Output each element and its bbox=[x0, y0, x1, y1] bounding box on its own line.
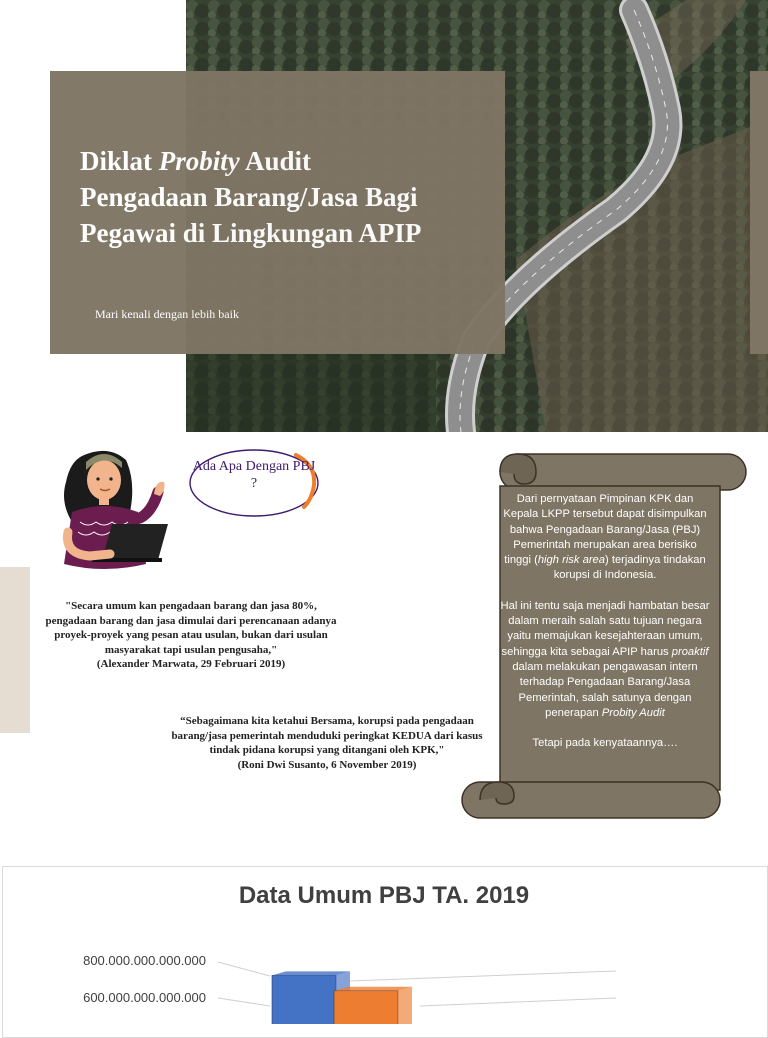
chart-slide bbox=[0, 864, 768, 1024]
quote-marwata bbox=[40, 599, 342, 672]
gridline bbox=[350, 971, 616, 981]
y-tick-label: 800.000.000.000.000 bbox=[83, 953, 206, 968]
chart-title: Data Umum PBJ TA. 2019 bbox=[238, 882, 530, 909]
woman-with-laptop-illustration bbox=[50, 442, 180, 582]
bar-chart bbox=[0, 864, 768, 1024]
title-text-italic: Probity bbox=[158, 146, 240, 176]
quotes-slide bbox=[0, 432, 768, 864]
scroll-text bbox=[500, 492, 710, 766]
callout-text: Ada Apa Dengan PBJ ? bbox=[192, 459, 316, 491]
decorative-strip bbox=[750, 71, 768, 354]
hero-slide bbox=[0, 0, 768, 432]
gridline bbox=[218, 998, 270, 1006]
quote-source: (Roni Dwi Susanto, 6 November 2019) bbox=[237, 758, 417, 771]
y-tick-label: 600.000.000.000.000 bbox=[83, 990, 206, 1005]
quote-source: (Alexander Marwata, 29 Februari 2019) bbox=[96, 658, 286, 670]
hero-subtitle: Mari kenali dengan lebih baik bbox=[95, 307, 239, 321]
hero-title bbox=[80, 143, 500, 251]
gridline bbox=[218, 962, 270, 976]
quote-text: “Sebagaimana kita ketahui Bersama, korupsi pada pengadaan barang/jasa pemerintah menduduki peringkat KEDUA dari kasus tindak pidana korupsi yang ditangani oleh KPK," bbox=[171, 715, 483, 756]
scroll-paragraph-3: Tetapi pada kenyataannya…. bbox=[532, 737, 678, 750]
decorative-strip-left bbox=[0, 567, 30, 733]
title-line-2: Pengadaan Barang/Jasa Bagi bbox=[80, 182, 418, 212]
title-text-2: Audit bbox=[239, 146, 312, 176]
scroll-paragraph-2: Hal ini tentu saja menjadi hambatan besar dalam meraih salah satu tujuan negara yaitu memajukan kesejahteraan umum, sehingga kita sebagai APIP harus proaktif dalam melakukan pengawasan intern terhadap Pengadaan Barang/Jasa Pemerintah, salah satunya dengan penerapan Probity Audit bbox=[500, 599, 710, 719]
title-text-1: Diklat bbox=[80, 146, 159, 176]
gridline bbox=[420, 998, 616, 1006]
scroll-paragraph-1: Dari pernyataan Pimpinan KPK dan Kepala LKPP tersebut dapat disimpulkan bahwa Pengadaan Barang/Jasa (PBJ) Pemerintah merupakan area berisiko tinggi (high risk area) terjadinya tindakan korupsi di Indonesia. bbox=[503, 493, 707, 582]
quote-text: "Secara umum kan pengadaan barang dan jasa 80%, pengadaan barang dan jasa dimulai dari perencanaan adanya proyek-proyek yang pesan atau usulan, bukan dari usulan masyarakat tapi usulan pengusaha," bbox=[45, 600, 337, 656]
title-box bbox=[50, 71, 505, 354]
quote-susanto bbox=[160, 714, 494, 772]
chart-bar bbox=[334, 987, 412, 1024]
title-line-3: Pegawai di Lingkungan APIP bbox=[80, 218, 422, 248]
